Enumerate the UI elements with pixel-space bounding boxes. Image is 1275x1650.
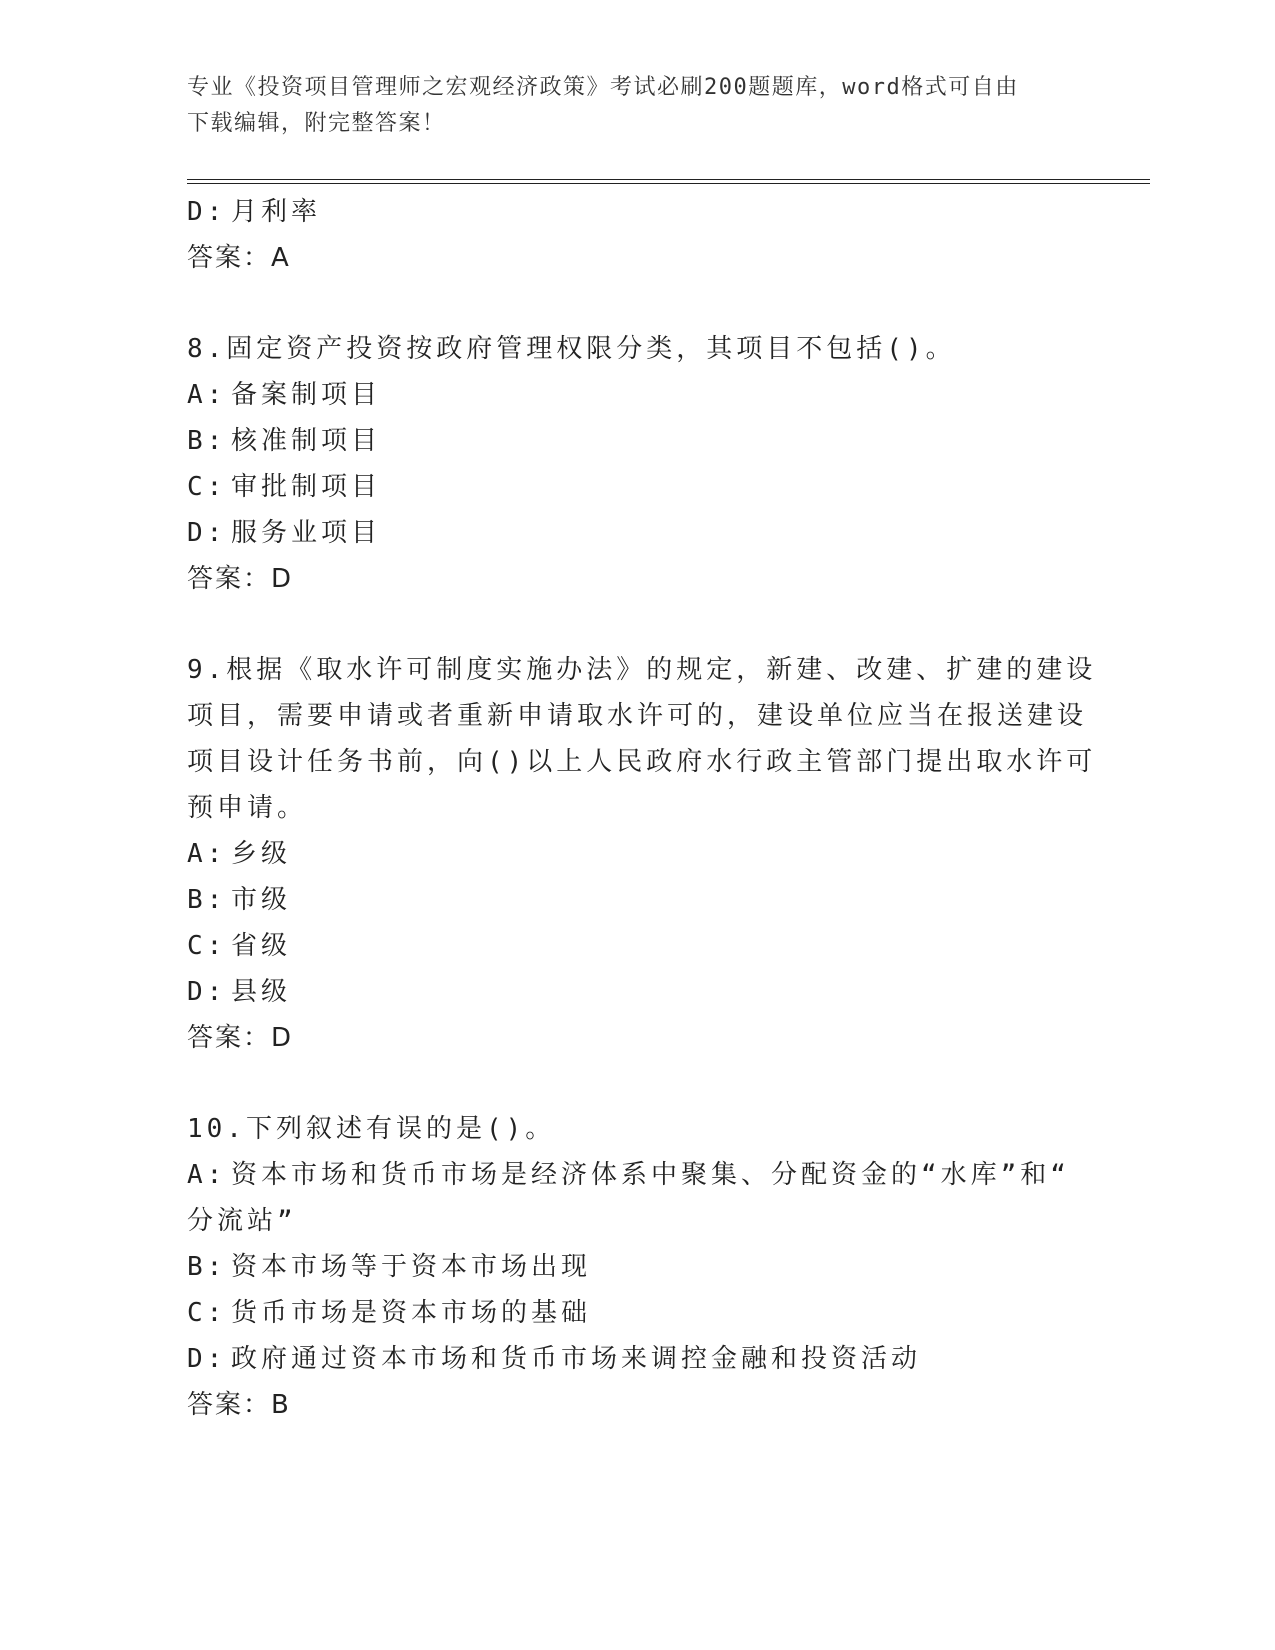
option-letter: D: xyxy=(187,518,227,548)
option-letter: B: xyxy=(187,1252,227,1282)
answer: 答案：D xyxy=(187,564,294,594)
option-letter: A: xyxy=(187,839,227,869)
option-d xyxy=(187,189,1067,235)
option-text: 核准制项目 xyxy=(231,426,382,456)
option-b xyxy=(187,418,1067,464)
question-content xyxy=(187,189,1097,1428)
option-letter: A: xyxy=(187,380,227,410)
option-letter: C: xyxy=(187,931,227,961)
option-letter: A: xyxy=(187,1160,227,1190)
answer: 答案：D xyxy=(187,1023,294,1053)
option-d xyxy=(187,1336,1067,1382)
option-d xyxy=(187,969,1067,1015)
option-letter: C: xyxy=(187,1298,227,1328)
option-text: 政府通过资本市场和货币市场来调控金融和投资活动 xyxy=(231,1344,922,1374)
option-text: 服务业项目 xyxy=(231,518,382,548)
option-a xyxy=(187,831,1067,877)
option-letter: D: xyxy=(187,197,227,227)
option-b xyxy=(187,1244,1067,1290)
question-stem-line: 项目，需要申请或者重新申请取水许可的，建设单位应当在报送建设 xyxy=(187,701,1088,731)
option-c xyxy=(187,1290,1067,1336)
option-c xyxy=(187,464,1067,510)
option-a-continued: 分流站” xyxy=(187,1206,297,1236)
header-line-2: 下载编辑，附完整答案！ xyxy=(187,111,446,136)
option-letter: B: xyxy=(187,426,227,456)
option-a xyxy=(187,372,1067,418)
option-letter: C: xyxy=(187,472,227,502)
option-letter: B: xyxy=(187,885,227,915)
header-divider-top xyxy=(187,179,1150,180)
option-c xyxy=(187,923,1067,969)
option-text: 省级 xyxy=(231,931,292,961)
option-letter: D: xyxy=(187,977,227,1007)
option-text: 资本市场等于资本市场出现 xyxy=(231,1252,592,1282)
document-header xyxy=(187,70,1067,142)
option-text: 审批制项目 xyxy=(231,472,382,502)
option-text: 货币市场是资本市场的基础 xyxy=(231,1298,592,1328)
question-stem: 8.固定资产投资按政府管理权限分类，其项目不包括()。 xyxy=(187,334,956,364)
question-stem: 10.下列叙述有误的是()。 xyxy=(187,1114,556,1144)
option-letter: D: xyxy=(187,1344,227,1374)
option-b xyxy=(187,877,1067,923)
option-d xyxy=(187,510,1067,556)
header-line-1: 专业《投资项目管理师之宏观经济政策》考试必刷200题题库，word格式可自由 xyxy=(187,75,1019,100)
question-stem-line: 项目设计任务书前，向()以上人民政府水行政主管部门提出取水许可 xyxy=(187,747,1097,777)
question-stem-line: 预申请。 xyxy=(187,793,308,823)
option-a xyxy=(187,1152,1070,1198)
option-text: 月利率 xyxy=(231,197,322,227)
option-text: 资本市场和货币市场是经济体系中聚集、分配资金的“水库”和“ xyxy=(231,1160,1070,1190)
answer: 答案：A xyxy=(187,243,291,273)
header-divider-bottom xyxy=(187,183,1150,184)
option-text: 备案制项目 xyxy=(231,380,382,410)
answer: 答案：B xyxy=(187,1390,291,1420)
option-text: 市级 xyxy=(231,885,292,915)
option-text: 乡级 xyxy=(231,839,292,869)
option-text: 县级 xyxy=(231,977,292,1007)
question-stem-line: 9.根据《取水许可制度实施办法》的规定，新建、改建、扩建的建设 xyxy=(187,655,1097,685)
